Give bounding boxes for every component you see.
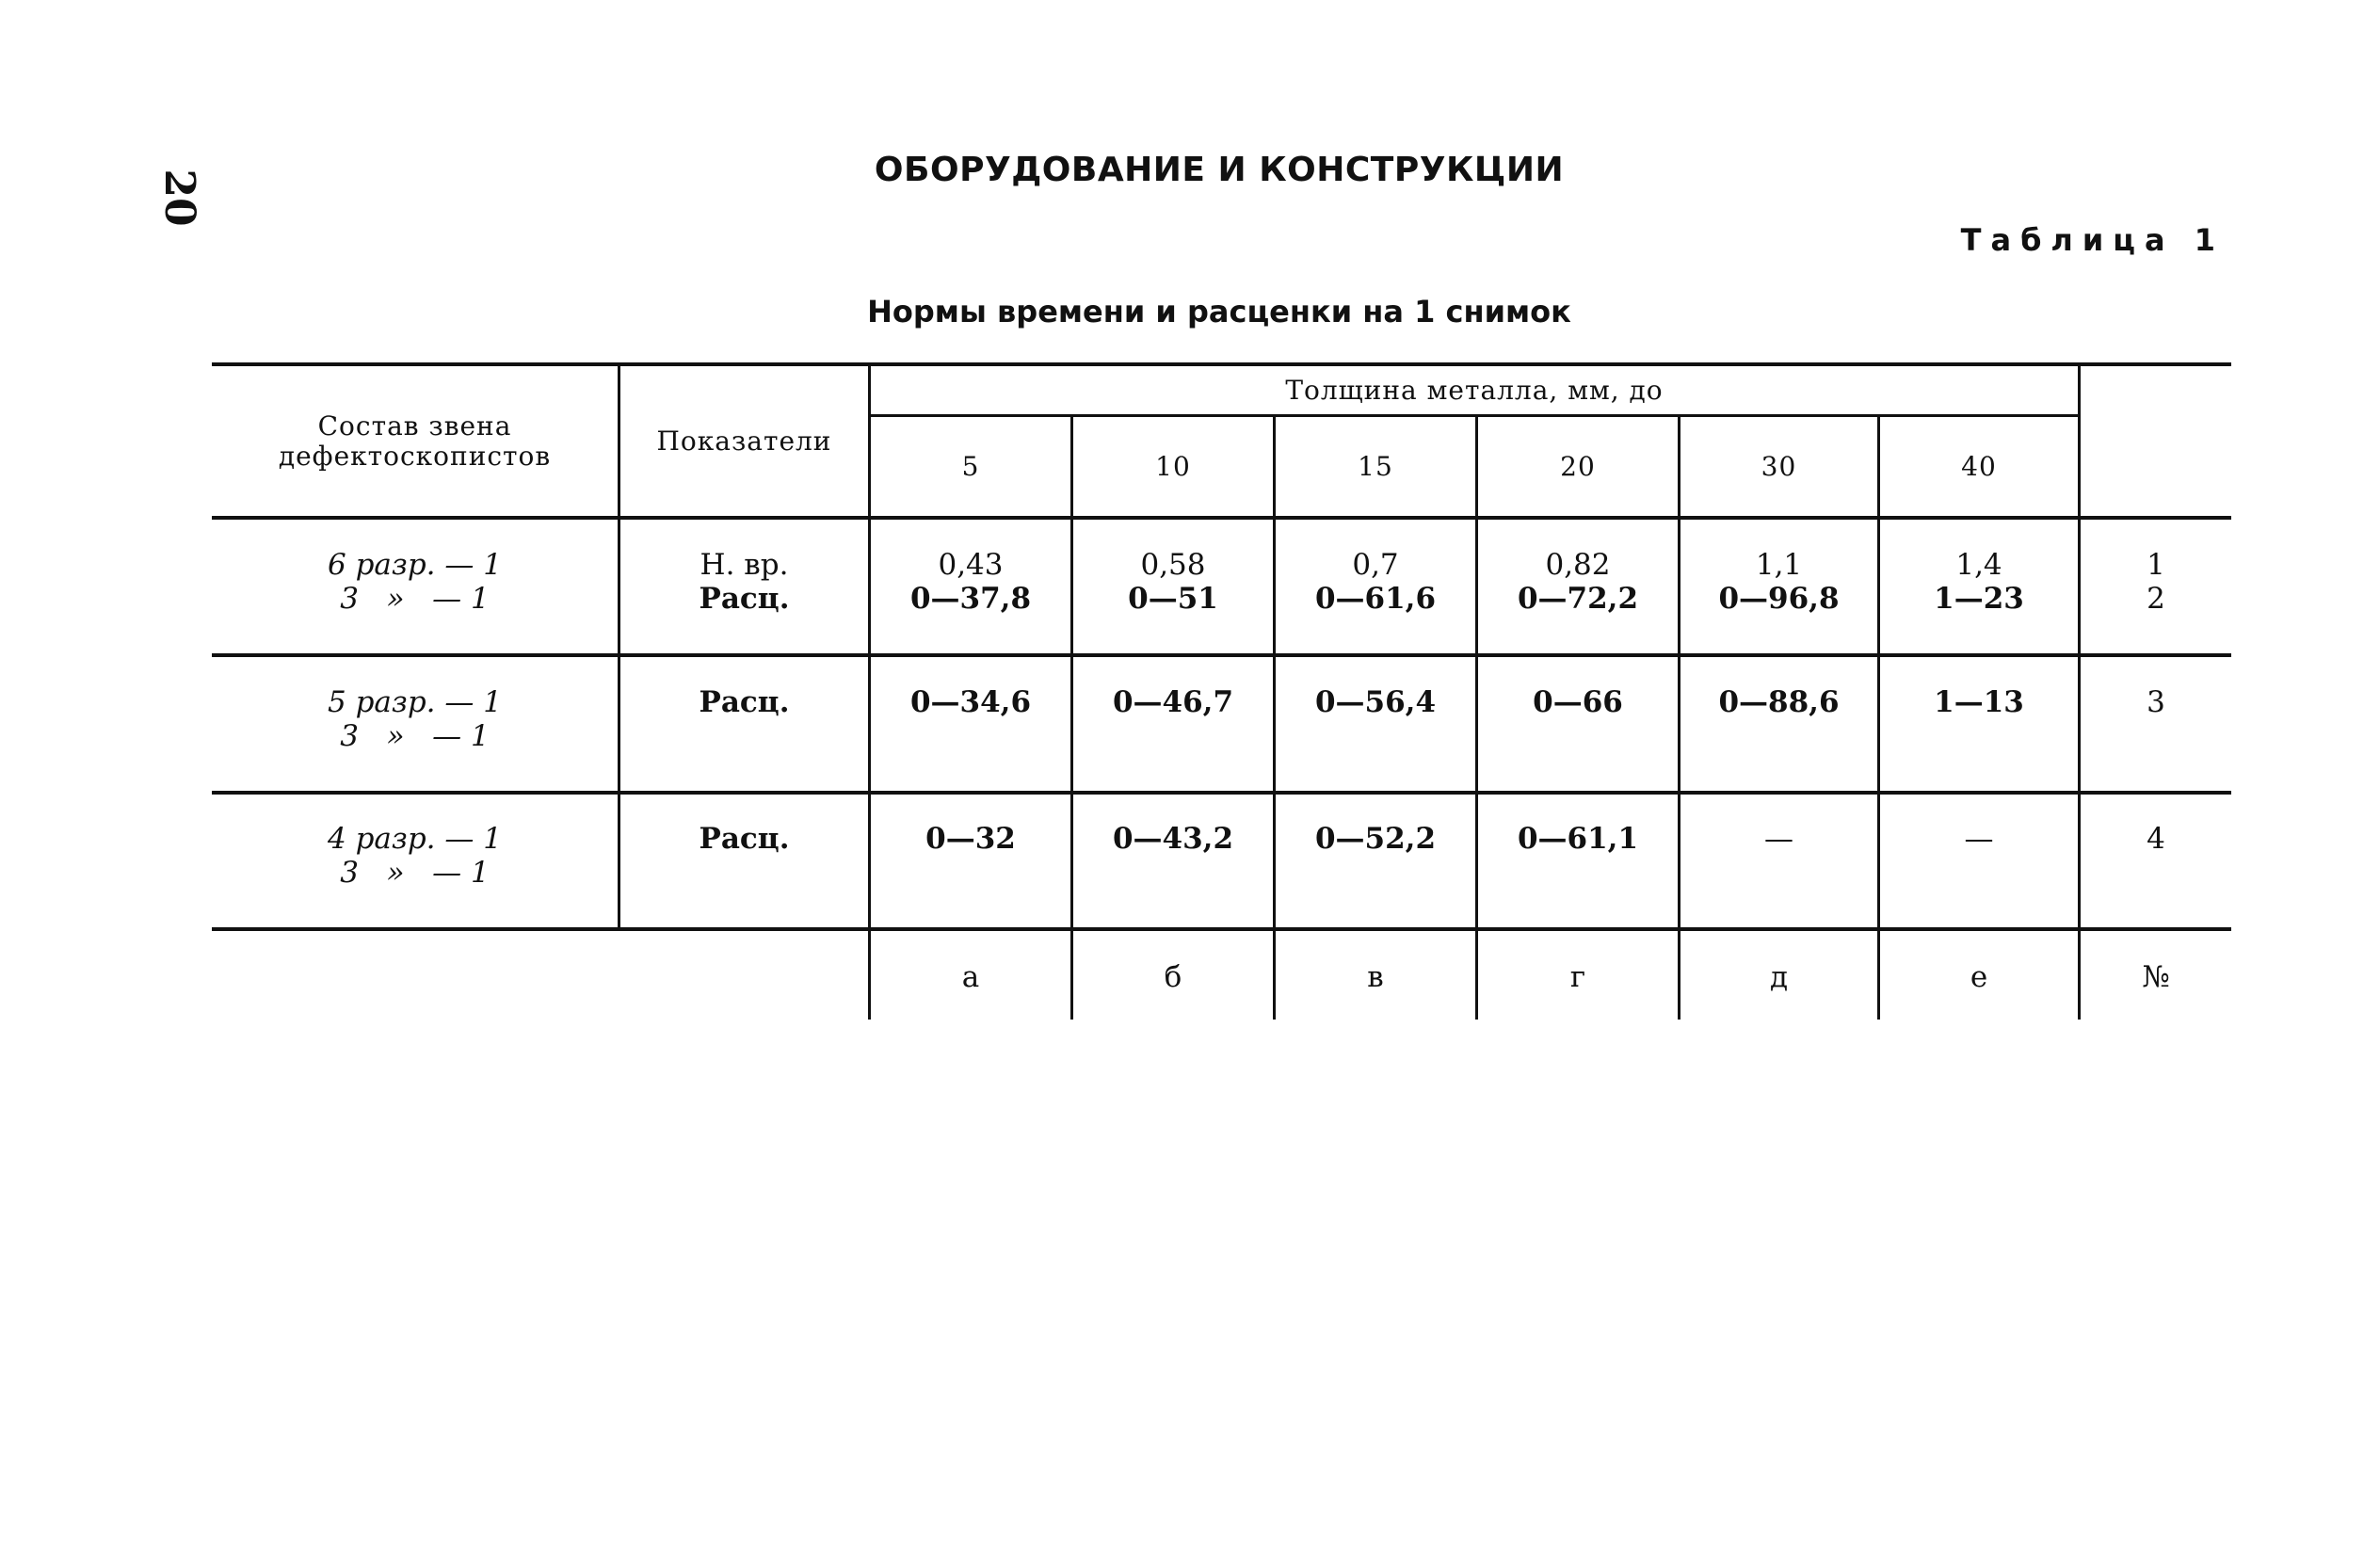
row3-value-v: [1276, 822, 1475, 927]
row1-v-line2: 0—61,6: [1314, 582, 1437, 616]
table-caption: Нормы времени и расценки на 1 снимок: [867, 294, 1571, 329]
row3-bottom-rule: [212, 927, 2231, 931]
row3-composition-line2: 3 » — 1: [340, 856, 490, 890]
page-number: 20: [155, 169, 203, 227]
row1-value-g: [1478, 548, 1678, 653]
thickness-20: [1478, 417, 1678, 516]
row3-a: 0—32: [925, 822, 1016, 856]
thickness-30: [1680, 417, 1877, 516]
row1-number-line1: 1: [2147, 548, 2165, 582]
row2-value-g: [1478, 685, 1678, 791]
row3-e: —: [1964, 822, 1994, 856]
row1-a-line1: 0,43: [938, 548, 1004, 582]
thickness-15: [1276, 417, 1475, 516]
row1-value-a: [871, 548, 1070, 653]
footer-letter-v-text: в: [1367, 959, 1384, 994]
row1-composition: [212, 548, 618, 653]
thickness-40-text: 40: [1961, 450, 1997, 482]
row1-composition-line2: 3 » — 1: [340, 582, 490, 616]
row2-number: [2081, 685, 2231, 791]
row1-value-d: [1680, 548, 1877, 653]
row1-b-line2: 0—51: [1128, 582, 1218, 616]
section-title: ОБОРУДОВАНИЕ И КОНСТРУКЦИИ: [874, 151, 1565, 189]
footer-letter-b-text: б: [1164, 959, 1182, 994]
footer-letter-g: [1478, 941, 1678, 1012]
footer-letter-a: [871, 941, 1070, 1012]
row1-a-line2: 0—37,8: [909, 582, 1032, 616]
row3-number-line1: 4: [2147, 822, 2165, 856]
header-thickness-text: Толщина металла, мм, до: [1285, 374, 1664, 406]
row3-value-d: [1680, 822, 1877, 927]
row1-e-line1: 1,4: [1955, 548, 2002, 582]
thickness-30-text: 30: [1761, 450, 1797, 482]
row1-e-line2: 1—23: [1934, 582, 2024, 616]
header-thickness: [871, 366, 2078, 414]
footer-letter-a-text: а: [961, 959, 980, 994]
thickness-10-text: 10: [1155, 450, 1191, 482]
row3-v: 0—52,2: [1314, 822, 1437, 856]
row1-g-line2: 0—72,2: [1517, 582, 1639, 616]
row2-d: 0—88,6: [1718, 685, 1840, 719]
row2-value-a: [871, 685, 1070, 791]
footer-letter-g-text: г: [1569, 959, 1586, 994]
row1-d-line1: 1,1: [1755, 548, 1803, 582]
header-indicators: [620, 366, 868, 516]
footer-number-sign: [2081, 941, 2231, 1012]
row1-bottom-rule: [212, 653, 2231, 657]
row3-value-e: [1880, 822, 2078, 927]
header-composition-text: Состав звена дефектоскопистов: [278, 410, 552, 472]
row2-b: 0—46,7: [1112, 685, 1234, 719]
row2-g: 0—66: [1533, 685, 1623, 719]
row1-value-v: [1276, 548, 1475, 653]
footer-letter-d-text: д: [1769, 959, 1789, 994]
header-indicators-text: Показатели: [656, 425, 832, 457]
row2-value-b: [1073, 685, 1273, 791]
thickness-10: [1073, 417, 1273, 516]
row3-d: —: [1764, 822, 1793, 856]
footer-letter-v: [1276, 941, 1475, 1012]
header-composition: [212, 366, 618, 516]
footer-letter-d: [1680, 941, 1877, 1012]
table-label: Таблица 1: [1960, 222, 2225, 258]
row1-number-line2: 2: [2147, 582, 2165, 616]
thickness-15-text: 15: [1358, 450, 1393, 482]
row3-b: 0—43,2: [1112, 822, 1234, 856]
row1-value-b: [1073, 548, 1273, 653]
row3-indicator-line1: Расц.: [699, 822, 790, 856]
row1-v-line1: 0,7: [1352, 548, 1399, 582]
row3-indicators: [620, 822, 868, 927]
row1-indicator-line2: Расц.: [699, 582, 790, 616]
row2-value-e: [1880, 685, 2078, 791]
thickness-40: [1880, 417, 2078, 516]
row2-composition-line1: 5 разр. — 1: [328, 685, 502, 719]
row3-value-a: [871, 822, 1070, 927]
row1-composition-line1: 6 разр. — 1: [328, 548, 502, 582]
row2-e: 1—13: [1934, 685, 2024, 719]
row3-composition: [212, 822, 618, 927]
footer-letter-e: [1880, 941, 2078, 1012]
row3-value-b: [1073, 822, 1273, 927]
row3-number: [2081, 822, 2231, 927]
row1-number: [2081, 548, 2231, 653]
row1-value-e: [1880, 548, 2078, 653]
row2-composition-line2: 3 » — 1: [340, 719, 490, 753]
row2-value-d: [1680, 685, 1877, 791]
row2-bottom-rule: [212, 791, 2231, 795]
row2-number-line1: 3: [2147, 685, 2165, 719]
row1-d-line2: 0—96,8: [1718, 582, 1840, 616]
footer-letter-b: [1073, 941, 1273, 1012]
row2-value-v: [1276, 685, 1475, 791]
row2-composition: [212, 685, 618, 791]
thickness-20-text: 20: [1560, 450, 1596, 482]
row2-indicator-line1: Расц.: [699, 685, 790, 719]
header-bottom-rule: [212, 516, 2231, 520]
row2-v: 0—56,4: [1314, 685, 1437, 719]
footer-letter-e-text: е: [1970, 959, 1988, 994]
row1-indicators: [620, 548, 868, 653]
row1-g-line1: 0,82: [1545, 548, 1611, 582]
footer-number-sign-text: №: [2142, 959, 2170, 994]
row1-indicator-line1: Н. вр.: [700, 548, 789, 582]
row3-value-g: [1478, 822, 1678, 927]
row3-g: 0—61,1: [1517, 822, 1639, 856]
row1-b-line1: 0,58: [1140, 548, 1206, 582]
row2-indicators: [620, 685, 868, 791]
row2-a: 0—34,6: [909, 685, 1032, 719]
row3-composition-line1: 4 разр. — 1: [328, 822, 502, 856]
thickness-5: [871, 417, 1070, 516]
thickness-5-text: 5: [961, 450, 980, 482]
